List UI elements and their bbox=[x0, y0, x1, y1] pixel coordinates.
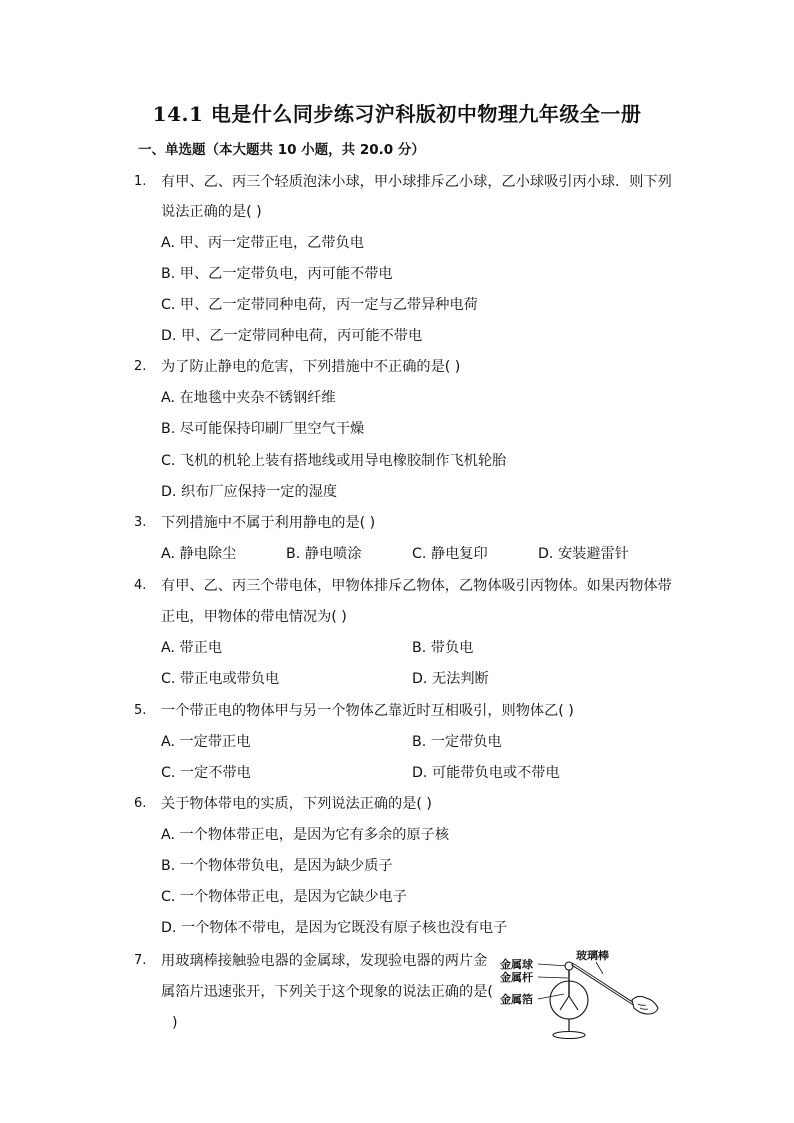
option-d: D. 甲、乙一定带同种电荷，丙可能不带电 bbox=[161, 328, 423, 344]
option-d: D. 可能带负电或不带电 bbox=[412, 765, 560, 781]
label-metal-foil: 金属箔 bbox=[500, 993, 533, 1006]
option-a: A. 在地毯中夹杂不锈钢纤维 bbox=[161, 390, 336, 406]
option-a: A. 甲、丙一定带正电，乙带负电 bbox=[161, 235, 364, 251]
electroscope-figure bbox=[498, 950, 668, 1042]
option-c: C. 飞机的机轮上装有搭地线或用导电橡胶制作飞机轮胎 bbox=[161, 453, 507, 469]
question-stem: ) bbox=[172, 1015, 178, 1031]
page-title: 14.1 电是什么同步练习沪科版初中物理九年级全一册 bbox=[152, 102, 642, 126]
label-glass-rod: 玻璃棒 bbox=[576, 950, 609, 962]
option-b: B. 静电喷涂 bbox=[286, 546, 362, 562]
option-d: D. 无法判断 bbox=[412, 671, 489, 687]
question-number: 4. bbox=[134, 578, 147, 593]
question-stem: 关于物体带电的实质，下列说法正确的是( ) bbox=[161, 796, 432, 812]
option-b: B. 尽可能保持印刷厂里空气干燥 bbox=[161, 421, 365, 437]
question-number: 3. bbox=[134, 515, 147, 530]
question-stem: 属箔片迅速张开，下列关于这个现象的说法正确的是( bbox=[161, 984, 493, 1000]
option-c: C. 一个物体带正电，是因为它缺少电子 bbox=[161, 889, 407, 905]
option-c: C. 甲、乙一定带同种电荷，丙一定与乙带异种电荷 bbox=[161, 297, 478, 313]
question-stem: 有甲、乙、丙三个轻质泡沫小球，甲小球排斥乙小球，乙小球吸引丙小球．则下列 bbox=[161, 174, 672, 190]
question-number: 5. bbox=[134, 703, 147, 718]
question-stem: 正电，甲物体的带电情况为( ) bbox=[161, 609, 347, 625]
question-number: 1. bbox=[134, 174, 147, 189]
option-a: A. 一定带正电 bbox=[161, 734, 251, 750]
option-b: B. 带负电 bbox=[412, 640, 474, 656]
question-stem: 用玻璃棒接触验电器的金属球，发现验电器的两片金 bbox=[161, 953, 488, 969]
option-d: D. 一个物体不带电，是因为它既没有原子核也没有电子 bbox=[161, 920, 508, 936]
option-d: D. 织布厂应保持一定的湿度 bbox=[161, 484, 338, 500]
option-c: C. 带正电或带负电 bbox=[161, 671, 280, 687]
option-c: C. 静电复印 bbox=[412, 546, 488, 562]
label-metal-ball: 金属球 bbox=[500, 958, 533, 971]
label-metal-rod: 金属杆 bbox=[500, 971, 533, 984]
question-number: 2. bbox=[134, 359, 147, 374]
question-stem: 有甲、乙、丙三个带电体，甲物体排斥乙物体，乙物体吸引丙物体。如果丙物体带 bbox=[161, 578, 672, 594]
option-b: B. 一定带负电 bbox=[412, 734, 502, 750]
question-stem: 下列措施中不属于利用静电的是( ) bbox=[161, 515, 376, 531]
option-c: C. 一定不带电 bbox=[161, 765, 251, 781]
option-b: B. 一个物体带负电，是因为缺少质子 bbox=[161, 858, 393, 874]
section-heading: 一、单选题（本大题共 10 小题，共 20.0 分） bbox=[138, 142, 425, 158]
option-b: B. 甲、乙一定带负电，丙可能不带电 bbox=[161, 266, 393, 282]
question-number: 7. bbox=[134, 953, 147, 968]
option-d: D. 安装避雷针 bbox=[538, 546, 629, 562]
question-stem: 一个带正电的物体甲与另一个物体乙靠近时互相吸引，则物体乙( ) bbox=[161, 703, 574, 719]
option-a: A. 一个物体带正电，是因为它有多余的原子核 bbox=[161, 827, 450, 843]
option-a: A. 静电除尘 bbox=[161, 546, 237, 562]
question-stem: 说法正确的是( ) bbox=[161, 204, 262, 220]
question-number: 6. bbox=[134, 796, 147, 811]
question-stem: 为了防止静电的危害，下列措施中不正确的是( ) bbox=[161, 359, 461, 375]
option-a: A. 带正电 bbox=[161, 640, 223, 656]
